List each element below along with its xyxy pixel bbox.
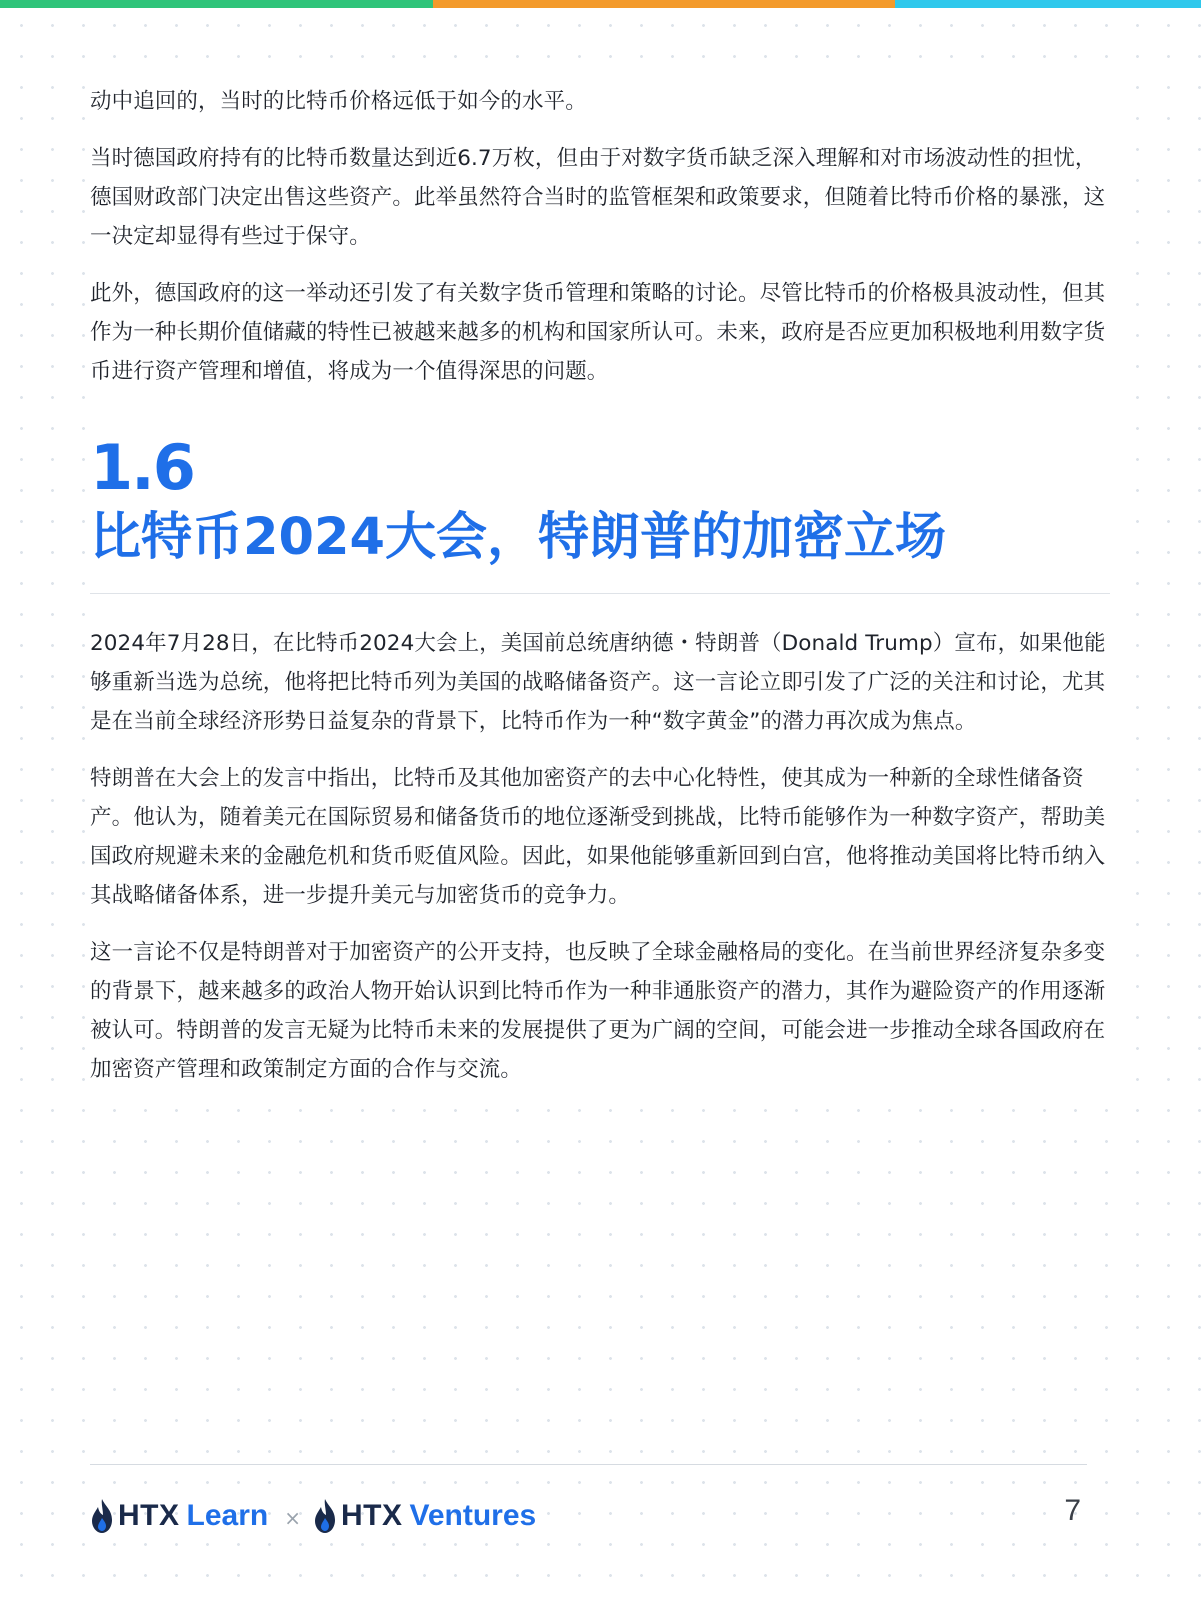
top-bar-green-segment bbox=[0, 0, 433, 8]
flame-icon bbox=[90, 1498, 114, 1534]
section-title: 比特币2024大会，特朗普的加密立场 bbox=[90, 508, 946, 567]
paragraph: 这一言论不仅是特朗普对于加密资产的公开支持，也反映了全球金融格局的变化。在当前世界经济复杂多变的背景下，越来越多的政治人物开始认识到比特币作为一种非通胀资产的潜力，其作为避险资产的作用逐渐被认可。特朗普的发言无疑为比特币未来的发展提供了更为广阔的空间，可能会进一步推动全球各国政府在加密资产管理和政策制定方面的合作与交流。 bbox=[90, 940, 1106, 1082]
brand-sub-text: Learn bbox=[186, 1499, 269, 1532]
brand-main-text: HTX bbox=[340, 1499, 403, 1532]
brand-htx-ventures bbox=[313, 1498, 536, 1534]
page-footer bbox=[90, 1490, 1087, 1542]
section-heading bbox=[90, 433, 1110, 571]
top-bar-cyan-segment bbox=[895, 0, 1201, 8]
paragraph: 此外，德国政府的这一举动还引发了有关数字货币管理和策略的讨论。尽管比特币的价格极具波动性，但其作为一种长期价值储藏的特性已被越来越多的机构和国家所认可。未来，政府是否应更加积极地利用数字货币进行资产管理和增值，将成为一个值得深思的问题。 bbox=[90, 281, 1106, 384]
brand-main-text: HTX bbox=[118, 1499, 180, 1532]
paragraph: 特朗普在大会上的发言中指出，比特币及其他加密资产的去中心化特性，使其成为一种新的全球性储备资产。他认为，随着美元在国际贸易和储备货币的地位逐渐受到挑战，比特币能够作为一种数字资产，帮助美国政府规避未来的金融危机和货币贬值风险。因此，如果他能够重新回到白宫，他将推动美国将比特币纳入其战略储备体系，进一步提升美元与加密货币的竞争力。 bbox=[90, 766, 1106, 908]
section-divider bbox=[90, 593, 1110, 594]
page-number: 7 bbox=[1064, 1494, 1081, 1527]
footer-divider bbox=[90, 1464, 1087, 1465]
brand-sub-text: Ventures bbox=[409, 1499, 537, 1532]
paragraph: 动中追回的，当时的比特币价格远低于如今的水平。 bbox=[90, 89, 587, 114]
brand-separator: × bbox=[284, 1506, 301, 1530]
document-body bbox=[90, 82, 1110, 1107]
top-bar-orange-segment bbox=[433, 0, 895, 8]
paragraph: 当时德国政府持有的比特币数量达到近6.7万枚，但由于对数字货币缺乏深入理解和对市场波动性的担忧，德国财政部门决定出售这些资产。此举虽然符合当时的监管框架和政策要求，但随着比特币价格的暴涨，这一决定却显得有些过于保守。 bbox=[90, 146, 1106, 249]
paragraph: 2024年7月28日，在比特币2024大会上，美国前总统唐纳德・特朗普（Donald Trump）宣布，如果他能够重新当选为总统，他将把比特币列为美国的战略储备资产。这一言论立即引发了广泛的关注和讨论，尤其是在当前全球经济形势日益复杂的背景下，比特币作为一种“数字黄金”的潜力再次成为焦点。 bbox=[90, 631, 1106, 734]
top-color-bar bbox=[0, 0, 1201, 8]
flame-icon bbox=[313, 1498, 337, 1534]
brand-htx-learn bbox=[90, 1498, 268, 1534]
section-number: 1.6 bbox=[90, 431, 194, 504]
